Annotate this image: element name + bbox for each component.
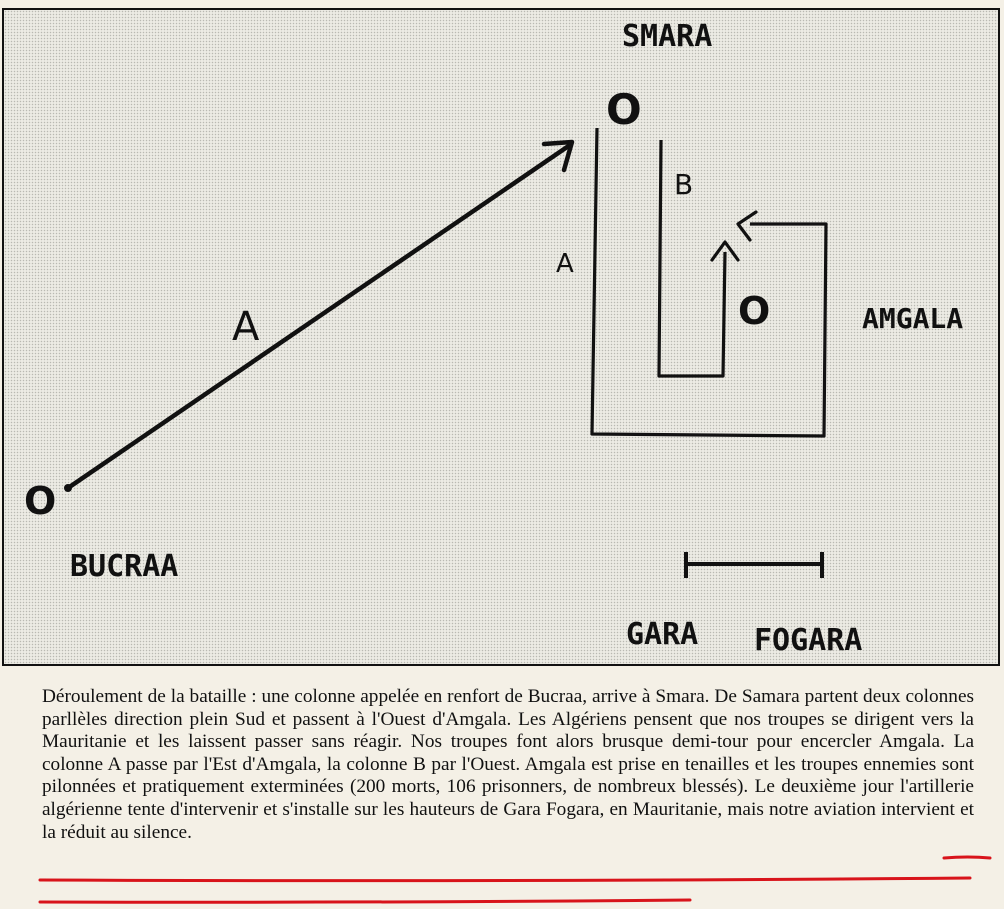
- map-caption: Déroulement de la bataille : une colonne appelée en renfort de Bucraa, arrive à Smara. De Samara partent deux colonnes parllèles direction plein Sud et passent à l'Ouest d'Amgala. Les Algériens pensent que nos troupes se dirigent vers la Mauritanie et les laissent passer sans réagir. Nos troupes font alors brusque demi-tour pour encercler Amgala. La colonne A passe par l'Est d'Amgala, la colonne B par l'Ouest. Amgala est prise en tenailles et les troupes ennemies sont pilonnées et pratiquement exterminées (200 morts, 106 prisonners, de nombreux blessés). Le deuxième jour l'artillerie algérienne tente d'intervenir et s'installe sur les hauteurs de Gara Fogara, en Mauritanie, mais notre aviation intervient et la réduit au silence.: [42, 686, 974, 843]
- arrowhead-icon: [738, 212, 756, 240]
- label-bucraa: BUCRAA: [70, 549, 179, 584]
- red-underline-1: [944, 857, 990, 858]
- route-column-a-east: [592, 128, 826, 436]
- label-column-b-west: B: [674, 168, 694, 201]
- marker-amgala: O: [738, 289, 771, 333]
- label-smara: SMARA: [622, 19, 713, 54]
- red-underline-3: [40, 900, 690, 902]
- route-column-b-west: [659, 140, 738, 376]
- marker-bucraa: O: [24, 479, 57, 523]
- gara-fogara-marker: [686, 552, 822, 578]
- label-fogara: FOGARA: [754, 623, 863, 658]
- route-bucraa-smara: [64, 142, 572, 492]
- marker-smara: O: [606, 85, 642, 134]
- red-underline-2: [40, 878, 970, 881]
- battle-map: [2, 8, 1000, 666]
- label-gara: GARA: [626, 617, 699, 652]
- battle-map-drawing: [4, 10, 1002, 668]
- label-column-a-main: A: [232, 304, 260, 350]
- label-column-a-east: A: [556, 249, 574, 279]
- label-amgala: AMGALA: [862, 302, 964, 335]
